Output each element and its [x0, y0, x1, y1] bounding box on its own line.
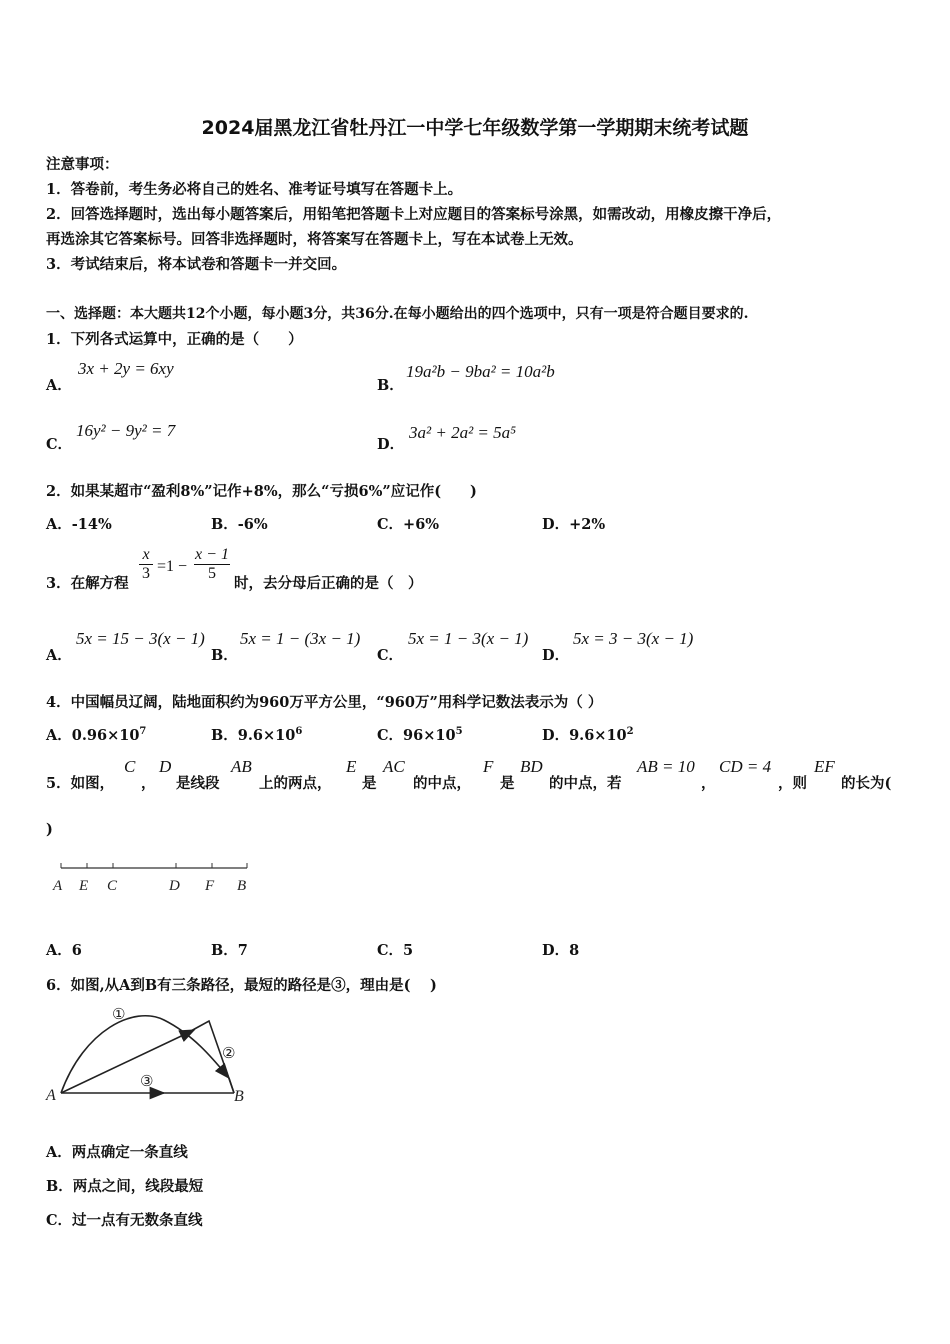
- q4-base-a: 0.96×10: [71, 727, 140, 744]
- q4-label-a: A．: [46, 727, 72, 744]
- q4-stem: 4．中国幅员辽阔，陆地面积约为960万平方公里，“960万”用科学记数法表示为（ ）: [46, 694, 603, 711]
- q1-option-a: 3x + 2y = 6xy: [78, 359, 174, 378]
- q5-math-d: D: [159, 757, 172, 776]
- q6-stem: 6．如图,从A到B有三条路径，最短的路径是③，理由是( ): [46, 977, 437, 994]
- q4-label-b: B．: [211, 727, 238, 744]
- q5-math-e: E: [346, 757, 357, 776]
- path-label-3: ③: [140, 1072, 154, 1090]
- q5-math-ac: AC: [383, 757, 405, 776]
- q4-label-c: C．: [377, 727, 404, 744]
- q6-option-c: C．过一点有无数条直线: [46, 1212, 203, 1229]
- q5-stem-11: 的长为(: [841, 775, 892, 792]
- q5-stem-6: 的中点，: [413, 775, 471, 792]
- q5-stem-2: ，: [141, 775, 156, 792]
- path-label-1: ①: [112, 1005, 126, 1023]
- q3-frac-right-den: 5: [194, 564, 230, 583]
- q4-exp-b: 6: [295, 726, 303, 738]
- point-label-e: E: [79, 878, 89, 894]
- q3-label-a: A．: [46, 647, 72, 664]
- q4-option-d: [542, 724, 634, 745]
- q2-option-b: B．-6%: [211, 516, 268, 533]
- q1-option-c: 16y² − 9y² = 7: [76, 421, 176, 440]
- q6-option-a: A．两点确定一条直线: [46, 1144, 188, 1161]
- q4-label-d: D．: [542, 727, 570, 744]
- notice-item-3: 3．考试结束后，将本试卷和答题卡一并交回。: [46, 256, 347, 273]
- q2-option-a: A．-14%: [46, 516, 112, 533]
- q5-math-c: C: [124, 757, 136, 776]
- q5-stem-10: ，则: [778, 775, 807, 792]
- q5-stem-close: ): [46, 821, 53, 838]
- q3-stem-start: 3．在解方程: [46, 575, 129, 592]
- notice-item-2: 2．回答选择题时，选出每小题答案后，用铅笔把答题卡上对应题目的答案标号涂黑，如需改动，用橡皮擦干净后，: [46, 206, 782, 223]
- q3-option-a: 5x = 15 − 3(x − 1): [76, 629, 205, 648]
- q3-option-b: 5x = 1 − (3x − 1): [240, 629, 361, 648]
- q5-stem-4: 上的两点，: [259, 775, 332, 792]
- q5-stem-7: 是: [500, 775, 515, 792]
- q6-paths-figure: [44, 1000, 259, 1110]
- q3-label-b: B．: [211, 647, 238, 664]
- page-title: 2024届黑龙江省牡丹江一中学七年级数学第一学期期末统考试题: [201, 117, 749, 139]
- q5-option-d: D．8: [542, 942, 580, 959]
- point-label-a: A: [53, 878, 63, 894]
- point-label-f: F: [205, 878, 215, 894]
- notice-item-1: 1．答卷前，考生务必将自己的姓名、准考证号填写在答题卡上。: [46, 181, 463, 198]
- q5-math-bd: BD: [520, 757, 543, 776]
- q3-frac-right-num: x − 1: [195, 546, 229, 563]
- q3-fraction-right: [194, 546, 230, 583]
- q5-stem-5: 是: [362, 775, 377, 792]
- path-2-line-up: [61, 1030, 194, 1093]
- q5-stem-1: 5．如图，: [46, 775, 115, 792]
- q3-frac-left-num: x: [142, 546, 150, 563]
- q5-option-b: B．7: [211, 942, 248, 959]
- q3-frac-left-den: 3: [139, 564, 153, 583]
- q1-label-c: C．: [46, 436, 73, 453]
- section-heading: 一、选择题：本大题共12个小题，每小题3分，共36分.在每小题给出的四个选项中，只有一项是符合题目要求的.: [46, 306, 749, 322]
- q3-eq-mid: =1 −: [157, 558, 188, 575]
- q4-option-c: [377, 724, 463, 745]
- q2-stem: 2．如果某超市“盈利8%”记作+8%，那么“亏损6%”应记作( ): [46, 483, 477, 500]
- q1-option-b: 19a²b − 9ba² = 10a²b: [406, 362, 555, 381]
- q1-label-d: D．: [377, 436, 405, 453]
- q4-base-b: 9.6×10: [237, 727, 296, 744]
- q5-math-ab10: AB = 10: [637, 757, 695, 776]
- q4-base-d: 9.6×10: [569, 727, 627, 744]
- point-label-c: C: [107, 878, 118, 894]
- q2-option-d: D．+2%: [542, 516, 606, 533]
- q4-option-b: [211, 724, 302, 745]
- q5-option-a: A．6: [46, 942, 82, 959]
- q1-option-d: 3a² + 2a² = 5a⁵: [409, 423, 517, 442]
- q1-label-a: A．: [46, 377, 72, 394]
- q5-math-ab: AB: [231, 757, 252, 776]
- q5-segment-figure: [48, 858, 258, 898]
- q6-option-b: B．两点之间，线段最短: [46, 1178, 204, 1195]
- point-label-b: B: [237, 878, 247, 894]
- q5-stem-9: ，: [701, 775, 716, 792]
- q3-option-c: 5x = 1 − 3(x − 1): [408, 629, 529, 648]
- q4-exp-d: 2: [626, 726, 634, 738]
- q3-option-d: 5x = 3 − 3(x − 1): [573, 629, 694, 648]
- point-label-b: B: [234, 1088, 244, 1105]
- q4-base-c: 96×10: [403, 727, 456, 744]
- q5-math-cd4: CD = 4: [719, 757, 772, 776]
- point-label-d: D: [169, 878, 180, 894]
- q2-option-c: C．+6%: [377, 516, 440, 533]
- notice-heading: 注意事项：: [46, 156, 119, 173]
- q5-option-c: C．5: [377, 942, 414, 959]
- q4-exp-c: 5: [455, 726, 463, 738]
- q5-stem-3: 是线段: [176, 775, 220, 792]
- q3-stem-end: 时，去分母后正确的是（ ）: [234, 575, 423, 592]
- q3-fraction-left: [139, 546, 153, 583]
- path-label-2: ②: [222, 1044, 236, 1062]
- q4-option-a: [46, 724, 146, 745]
- q1-stem: 1．下列各式运算中，正确的是（ ）: [46, 331, 303, 348]
- q5-math-ef: EF: [814, 757, 835, 776]
- q1-label-b: B．: [377, 377, 404, 394]
- point-label-a: A: [46, 1087, 56, 1104]
- q3-label-d: D．: [542, 647, 570, 664]
- q5-math-f: F: [483, 757, 494, 776]
- q3-label-c: C．: [377, 647, 404, 664]
- q4-exp-a: 7: [139, 726, 147, 738]
- notice-item-2-cont: 再选涂其它答案标号。回答非选择题时，将答案写在答题卡上，写在本试卷上无效。: [46, 231, 583, 248]
- q5-stem-8: 的中点，若: [549, 775, 622, 792]
